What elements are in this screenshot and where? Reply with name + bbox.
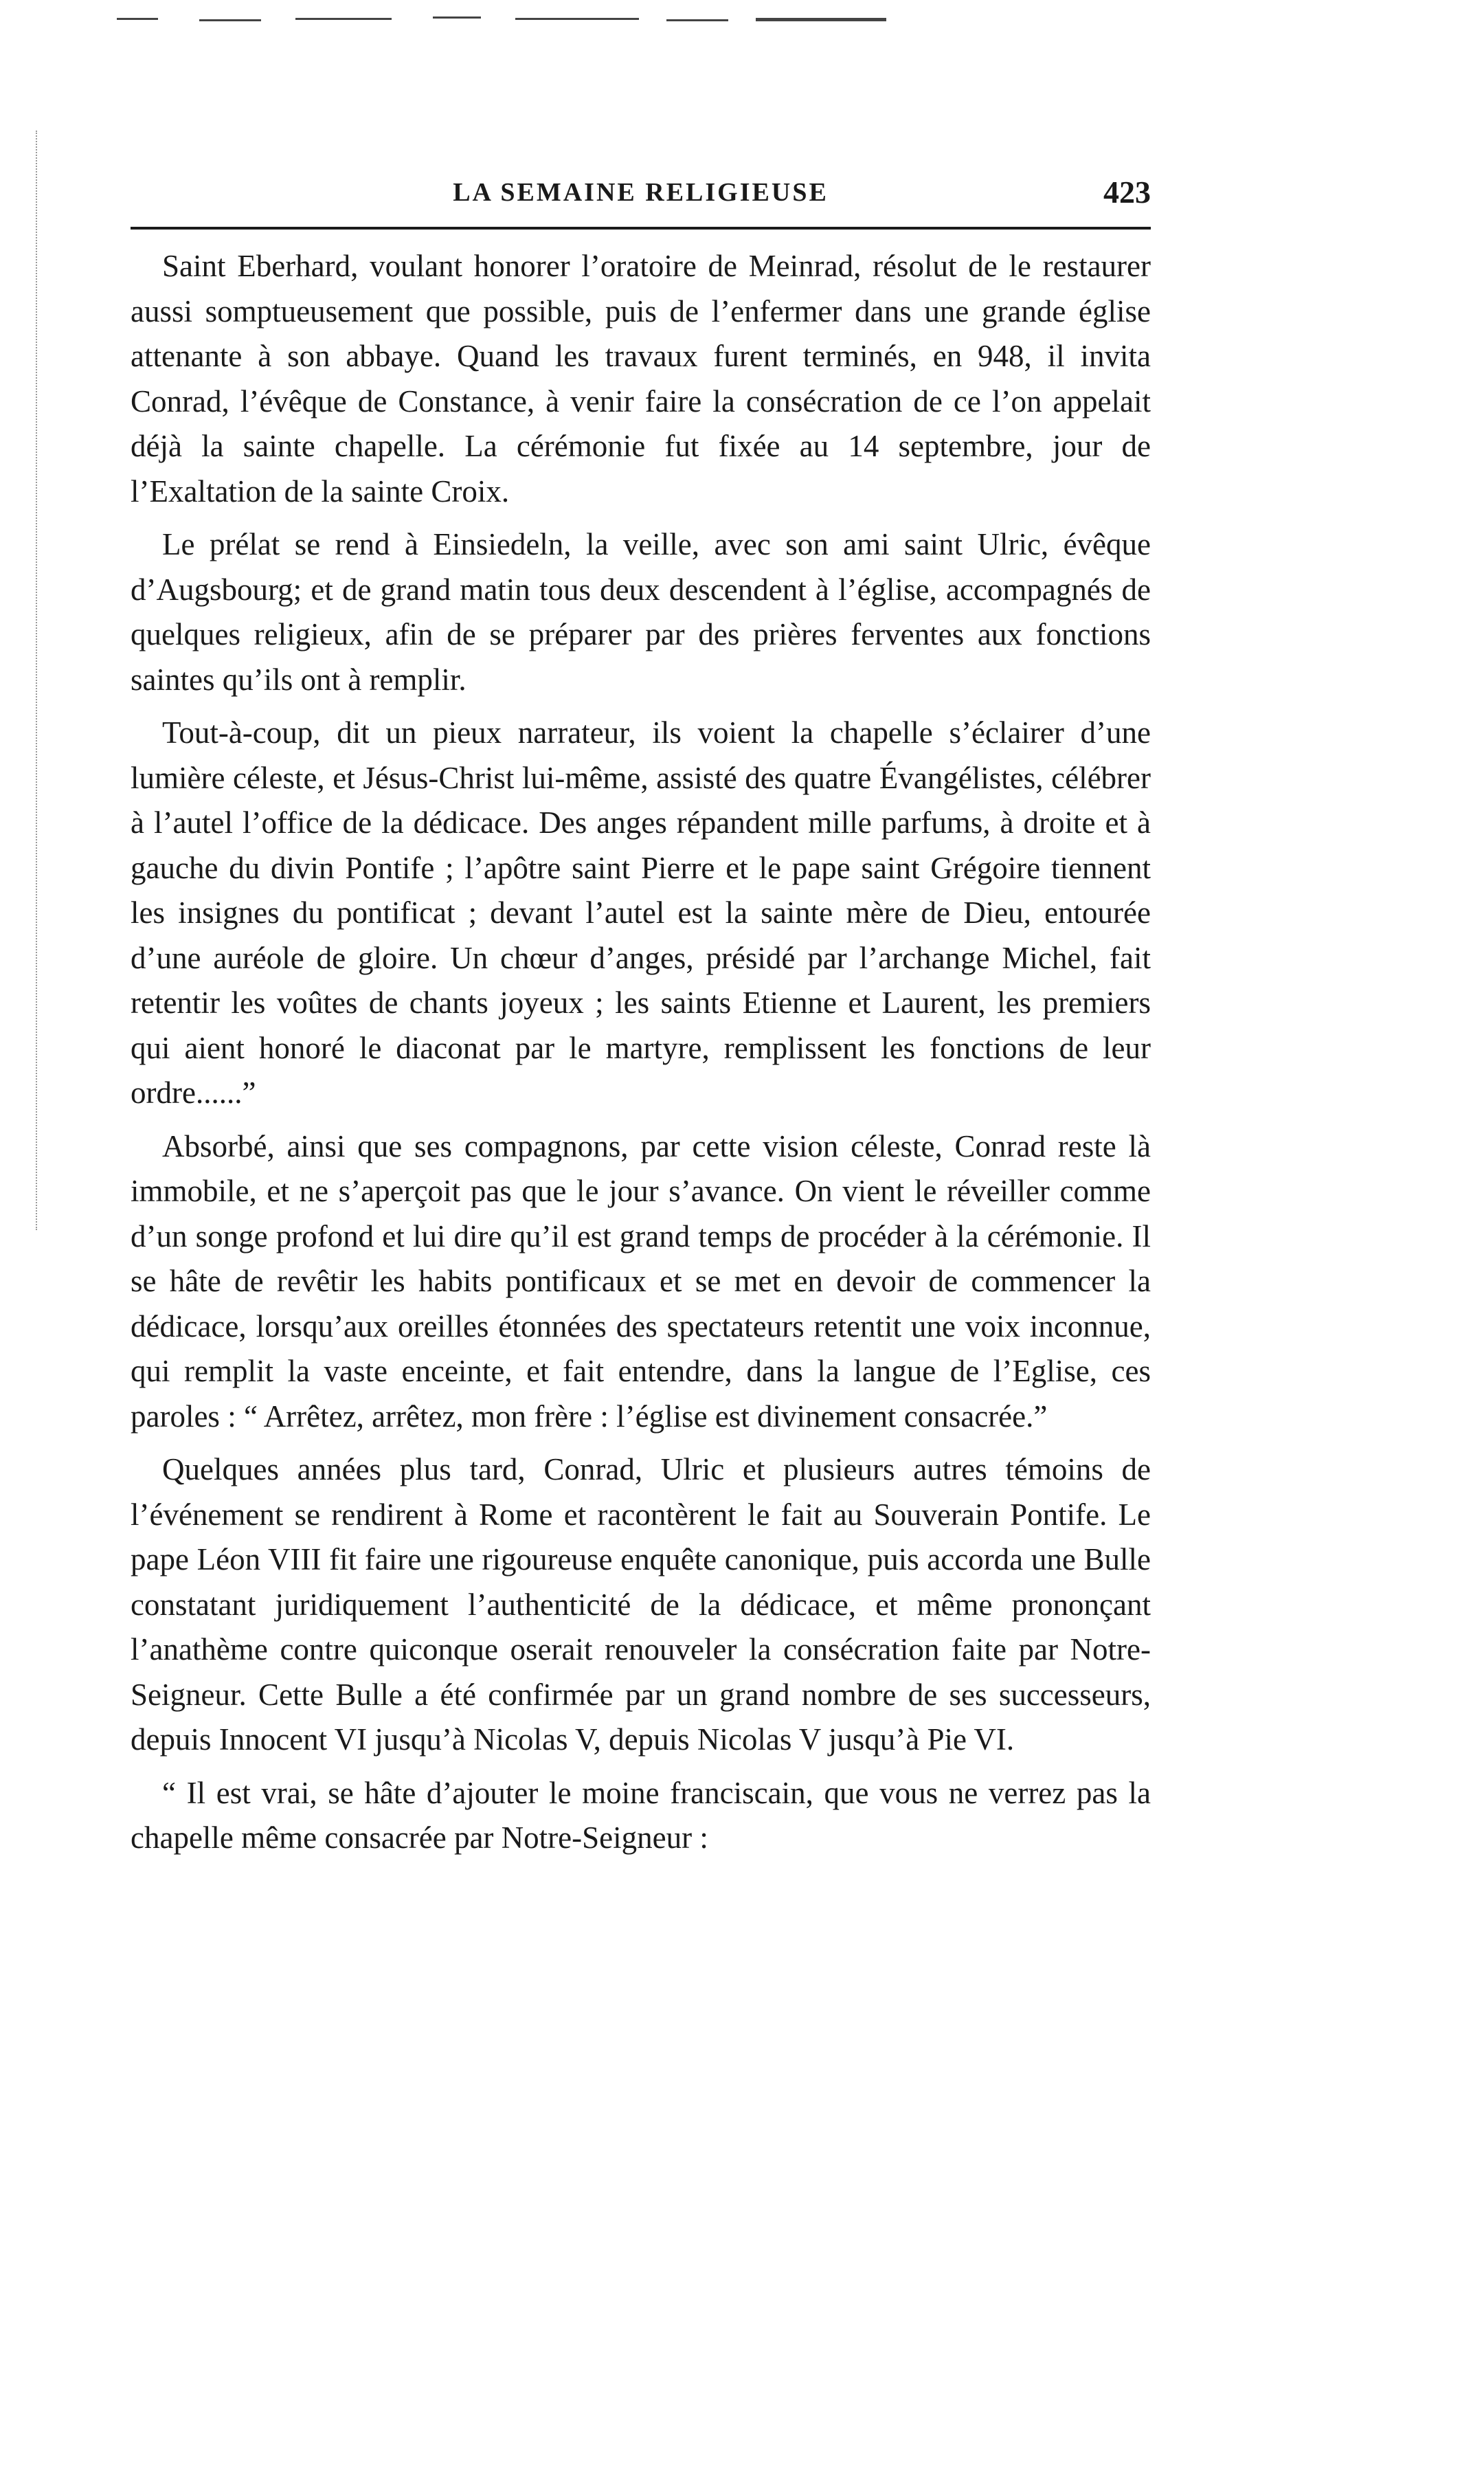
paragraph: Absorbé, ainsi que ses compagnons, par cette vision céleste, Conrad reste là immobile, et ne s’aperçoit pas que le jour s’avance. On vient le réveiller comme d’un songe profond et lui dire qu’il est grand temps de procéder à la cérémonie. Il se hâte de revêtir les habits pontificaux et se met en devoir de commencer la dédicace, lorsqu’aux oreilles étonnées des spectateurs retentit une voix inconnue, qui remplit la vaste enceinte, et fait entendre, dans la langue de l’Eglise, ces paroles : “ Arrêtez, arrêtez, mon frère : l’église est divinement consacrée.” <box>131 1128 1151 1434</box>
paragraph: Saint Eberhard, voulant honorer l’oratoire de Meinrad, résolut de le restaurer aussi somptueusement que possible, puis de l’enfermer dans une grande église attenante à son abbaye. Quand les travaux furent terminés, en 948, il invita Conrad, l’évêque de Constance, à venir faire la consécration de ce l’on appelait déjà la sainte chapelle. La cérémonie fut fixée au 14 septembre, jour de l’Exaltation de la sainte Croix. <box>131 249 1151 509</box>
body-text <box>131 244 1151 1869</box>
running-title: LA SEMAINE RELIGIEUSE <box>453 178 829 207</box>
paragraph: “ Il est vrai, se hâte d’ajouter le moine franciscain, que vous ne verrez pas la chapelle même consacrée par Notre-Seigneur : <box>131 1775 1151 1855</box>
paragraph: Quelques années plus tard, Conrad, Ulric et plusieurs autres témoins de l’événement se rendirent à Rome et racontèrent le fait au Souverain Pontife. Le pape Léon VIII fit faire une rigoureuse enquête canonique, puis accorda une Bulle constatant juridiquement l’authenticité de la dédicace, et même prononçant l’anathème contre quiconque oserait renouveler la consécration faite par Notre-Seigneur. Cette Bulle a été confirmée par un grand nombre de ses successeurs, depuis Innocent VI jusqu’à Nicolas V, depuis Nicolas V jusqu’à Pie VI. <box>131 1452 1151 1757</box>
header-rule <box>131 227 1151 230</box>
page-header <box>131 172 1151 213</box>
paragraph: Le prélat se rend à Einsiedeln, la veille, avec son ami saint Ulric, évêque d’Augsbourg; et de grand matin tous deux descendent à l’église, accompagnés de quelques religieux, afin de se préparer par des prières ferventes aux fonctions saintes qu’ils ont à remplir. <box>131 527 1151 697</box>
binding-margin <box>36 131 41 1230</box>
paragraph: Tout-à-coup, dit un pieux narrateur, ils voient la chapelle s’éclairer d’une lumière céleste, et Jésus-Christ lui-même, assisté des quatre Évangélistes, célébrer à l’autel l’office de la dédicace. Des anges répandent mille parfums, à droite et à gauche du divin Pontife ; l’apôtre saint Pierre et le pape saint Grégoire tiennent les insignes du pontificat ; devant l’autel est la sainte mère de Dieu, entourée d’une auréole de gloire. Un chœur d’anges, présidé par l’archange Michel, fait retentir les voûtes de chants joyeux ; les saints Etienne et Laurent, les premiers qui aient honoré le diaconat par le martyre, remplissent les fonctions de leur ordre......” <box>131 715 1151 1110</box>
page-number: 423 <box>1103 175 1151 210</box>
scan-edge-noise <box>117 15 886 25</box>
